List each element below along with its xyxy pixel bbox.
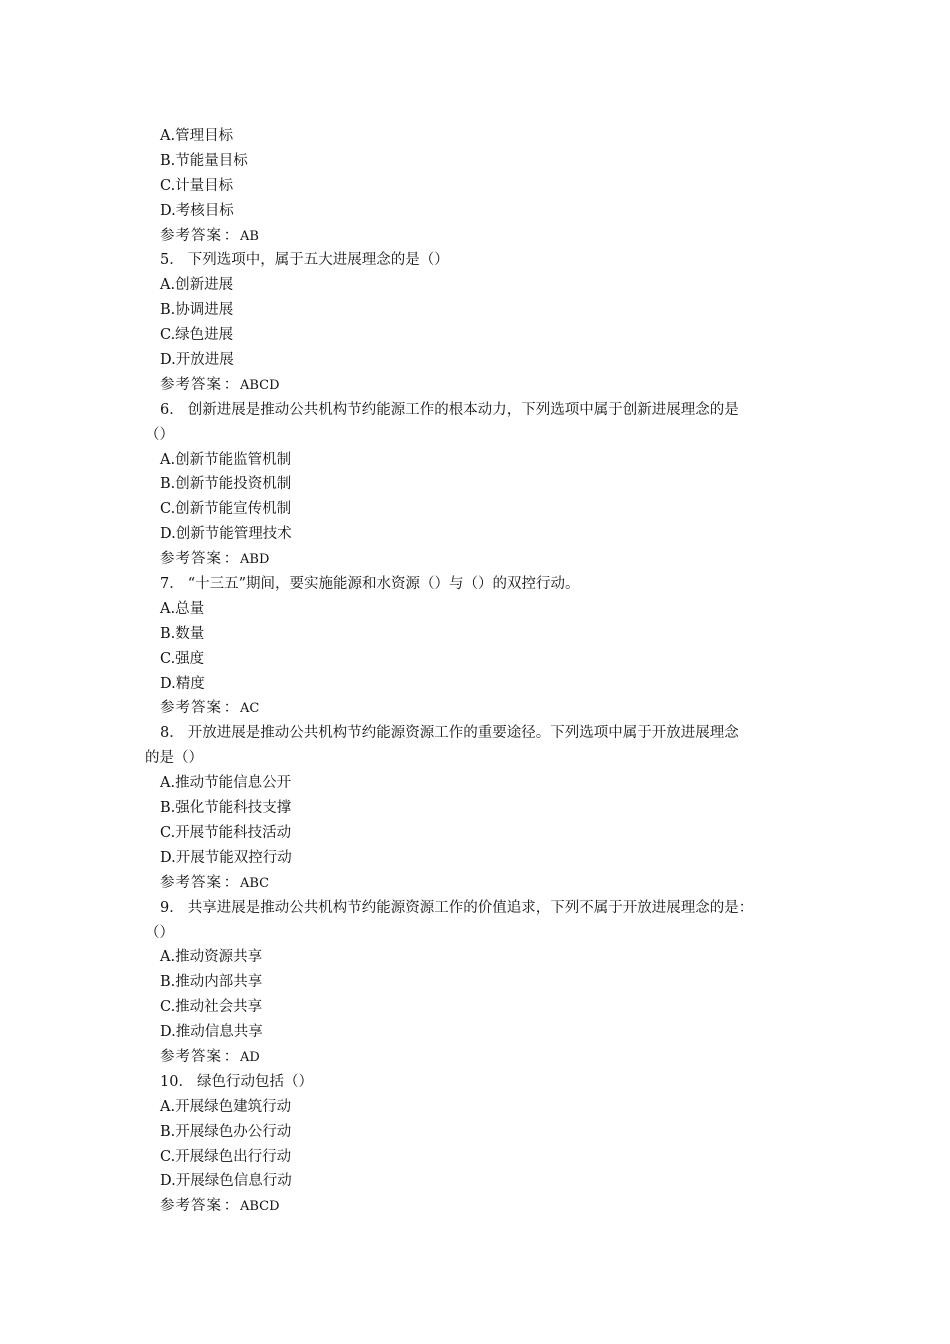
question-text: “十三五”期间，要实施能源和水资源（）与（）的双控行动。 xyxy=(187,576,580,593)
answer-label: 参考答案 xyxy=(160,551,222,568)
question-6 xyxy=(0,398,950,572)
option-c: C.强度 xyxy=(160,650,205,667)
answer-value: ABC xyxy=(240,875,270,891)
answer-value: ABCD xyxy=(240,1199,280,1215)
question-number: 6． xyxy=(160,401,184,418)
question-5 xyxy=(0,248,950,397)
option-a: A.开展绿色建筑行动 xyxy=(160,1098,292,1115)
answer-separator: ： xyxy=(223,1198,239,1215)
question-text: 绿色行动包括（） xyxy=(196,1073,313,1090)
question-text: 共享进展是推动公共机构节约能源资源工作的价值追求，下列不属于开放进展理念的是： xyxy=(187,899,754,916)
option-a: A.推动资源共享 xyxy=(160,949,263,966)
option-d: D.开展绿色信息行动 xyxy=(160,1173,292,1190)
option-c: C.开展节能科技活动 xyxy=(160,824,292,841)
question-stem xyxy=(0,721,950,746)
question-number: 7． xyxy=(160,576,184,593)
question-number: 9． xyxy=(160,899,184,916)
option-b: B.开展绿色办公行动 xyxy=(160,1123,292,1140)
option-d: D.开放进展 xyxy=(160,352,234,369)
answer-separator: ： xyxy=(223,874,239,891)
question-number: 8． xyxy=(160,725,184,742)
question-text-continued: 的是（） xyxy=(145,750,203,767)
question-text-continued: （） xyxy=(145,924,174,941)
answer-value: ABD xyxy=(240,552,270,568)
answer-line xyxy=(0,224,950,249)
answer-value: AB xyxy=(240,228,259,244)
question-text: 创新进展是推动公共机构节约能源工作的根本动力，下列选项中属于创新进展理念的是 xyxy=(187,401,739,418)
option-b: B.协调进展 xyxy=(160,302,234,319)
answer-label: 参考答案 xyxy=(160,1048,222,1065)
option-c: C.绿色进展 xyxy=(160,327,234,344)
option-c: C.推动社会共享 xyxy=(160,999,263,1016)
option-b: B.强化节能科技支撑 xyxy=(160,800,292,817)
answer-label: 参考答案 xyxy=(160,1198,222,1215)
answer-line xyxy=(0,1194,950,1219)
option-d: D.开展节能双控行动 xyxy=(160,849,292,866)
option-d: D.创新节能管理技术 xyxy=(160,526,292,543)
question-9 xyxy=(0,896,950,1070)
answer-label: 参考答案 xyxy=(160,227,222,244)
option-d: D.考核目标 xyxy=(160,202,234,219)
answer-label: 参考答案 xyxy=(160,700,222,717)
answer-label: 参考答案 xyxy=(160,874,222,891)
option-d: D.精度 xyxy=(160,675,205,692)
question-stem xyxy=(0,1070,950,1095)
option-b: B.推动内部共享 xyxy=(160,974,263,991)
option-a: A.总量 xyxy=(160,600,205,617)
option-a: A.创新节能监管机制 xyxy=(160,451,292,468)
question-text: 开放进展是推动公共机构节约能源资源工作的重要途径。下列选项中属于开放进展理念 xyxy=(187,725,739,742)
answer-line xyxy=(0,547,950,572)
option-a: A.推动节能信息公开 xyxy=(160,775,292,792)
answer-separator: ： xyxy=(223,700,239,717)
question-8 xyxy=(0,721,950,895)
option-b: B.数量 xyxy=(160,625,205,642)
question-7 xyxy=(0,572,950,721)
answer-separator: ： xyxy=(223,551,239,568)
answer-line xyxy=(0,696,950,721)
document-page xyxy=(0,124,950,1219)
question-text: 下列选项中，属于五大进展理念的是（） xyxy=(187,252,449,269)
question-10 xyxy=(0,1070,950,1219)
answer-line xyxy=(0,373,950,398)
option-b: B.节能量目标 xyxy=(160,152,248,169)
answer-label: 参考答案 xyxy=(160,376,222,393)
option-c: C.计量目标 xyxy=(160,177,234,194)
question-number: 10． xyxy=(160,1073,193,1090)
answer-value: AC xyxy=(240,701,260,717)
question-stem xyxy=(0,572,950,597)
answer-value: AD xyxy=(240,1049,260,1065)
answer-value: ABCD xyxy=(240,377,280,393)
option-c: C.创新节能宣传机制 xyxy=(160,501,292,518)
question-4 xyxy=(0,124,950,248)
question-stem xyxy=(0,398,950,423)
answer-separator: ： xyxy=(223,1048,239,1065)
option-a: A.管理目标 xyxy=(160,128,234,144)
answer-line xyxy=(0,1045,950,1070)
option-c: C.开展绿色出行行动 xyxy=(160,1148,292,1165)
option-b: B.创新节能投资机制 xyxy=(160,476,292,493)
question-text-continued: （） xyxy=(145,426,174,443)
answer-line xyxy=(0,871,950,896)
answer-separator: ： xyxy=(223,376,239,393)
question-number: 5． xyxy=(160,252,184,269)
option-d: D.推动信息共享 xyxy=(160,1024,263,1041)
question-stem xyxy=(0,248,950,273)
question-stem xyxy=(0,896,950,921)
answer-separator: ： xyxy=(223,227,239,244)
option-a: A.创新进展 xyxy=(160,277,234,294)
